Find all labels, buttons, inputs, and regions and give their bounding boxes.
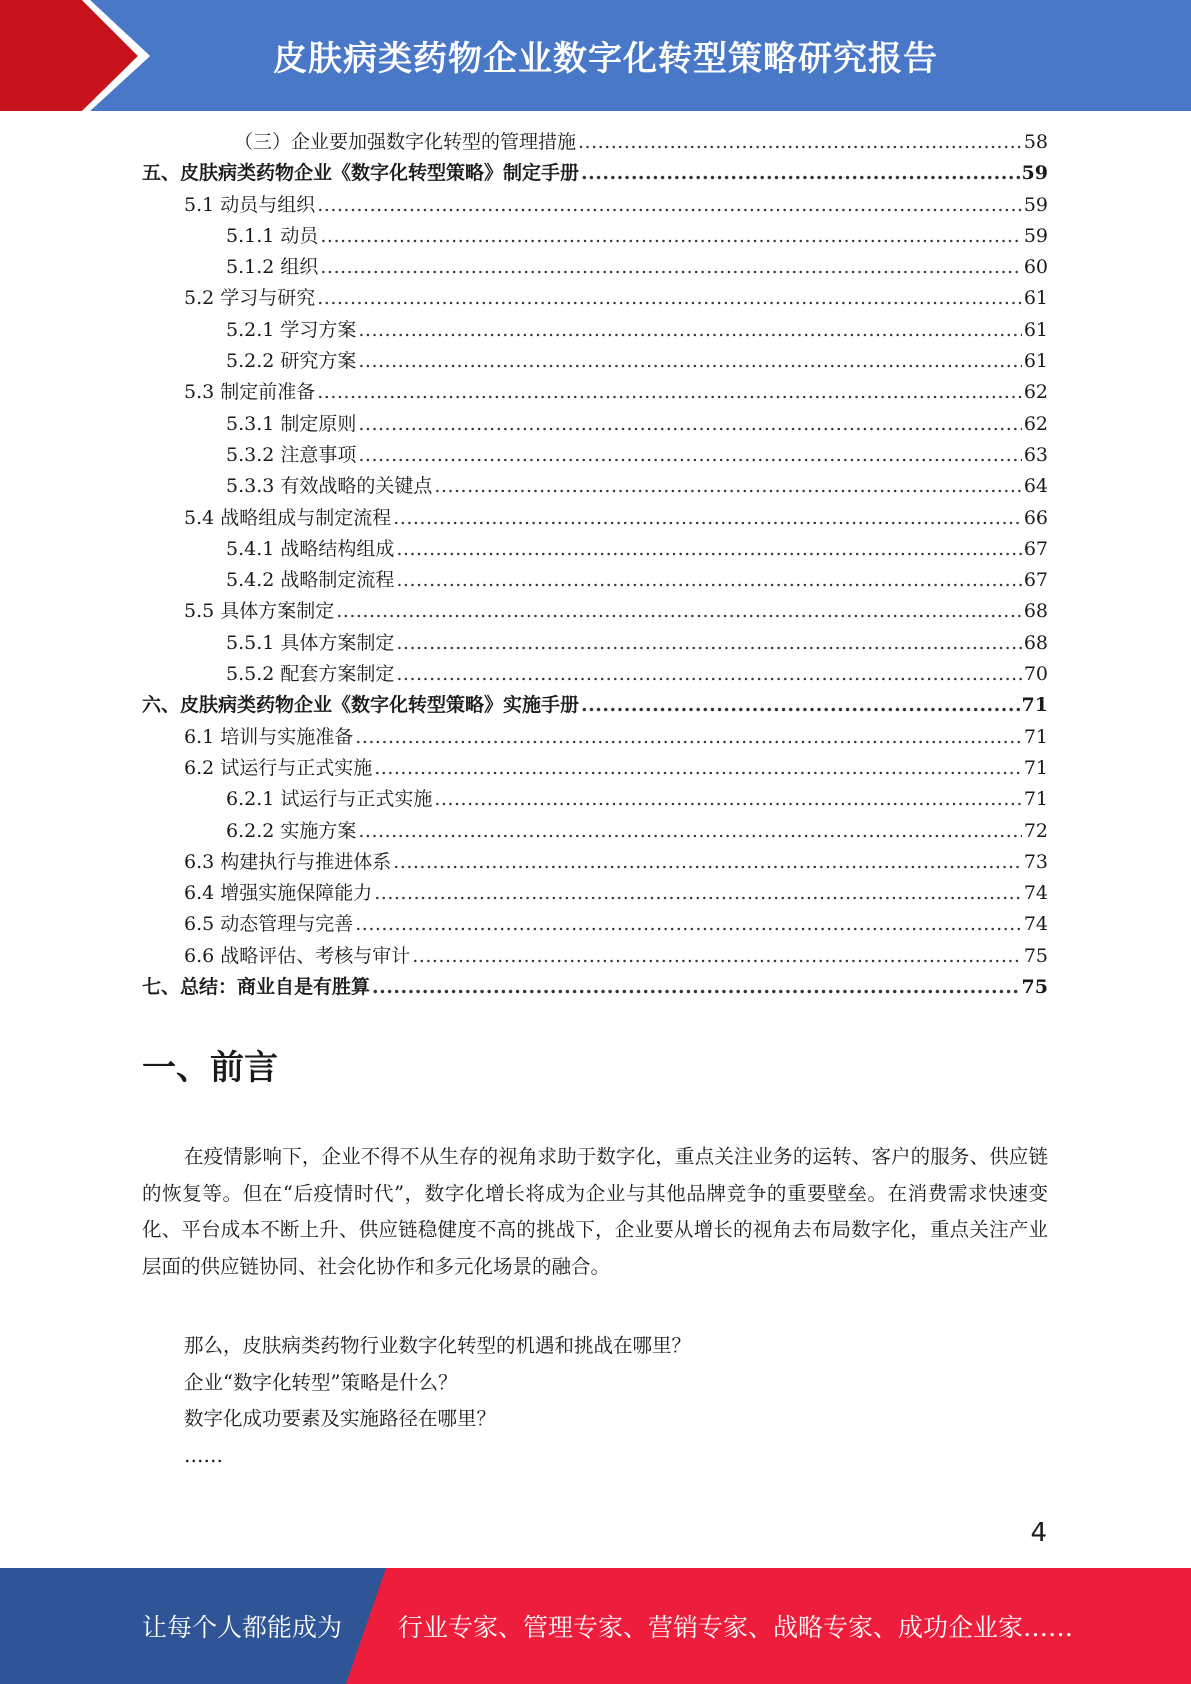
toc-dot-leader bbox=[578, 127, 1022, 158]
toc-entry[interactable] bbox=[142, 941, 1048, 972]
toc-entry[interactable] bbox=[142, 847, 1048, 878]
toc-entry[interactable] bbox=[142, 659, 1048, 690]
toc-entry-page: 70 bbox=[1023, 663, 1048, 686]
toc-entry[interactable] bbox=[142, 471, 1048, 502]
toc-entry-label: 5.3.1 制定原则 bbox=[226, 412, 357, 435]
question-line: …… bbox=[184, 1443, 223, 1467]
toc-entry-page: 67 bbox=[1023, 569, 1048, 592]
toc-entry[interactable] bbox=[142, 722, 1048, 753]
toc-entry-page: 61 bbox=[1023, 350, 1048, 373]
toc-entry[interactable] bbox=[142, 221, 1048, 252]
toc-entry[interactable] bbox=[142, 283, 1048, 314]
toc-entry-page: 74 bbox=[1023, 913, 1048, 936]
toc-entry-label: 5.2.1 学习方案 bbox=[226, 318, 357, 341]
page-number: 4 bbox=[1030, 1518, 1047, 1548]
toc-entry[interactable] bbox=[142, 878, 1048, 909]
toc-entry[interactable] bbox=[142, 565, 1048, 596]
footer-slogan-left: 让每个人都能成为 bbox=[142, 1613, 343, 1642]
toc-entry[interactable] bbox=[142, 127, 1048, 158]
toc-dot-leader bbox=[396, 628, 1021, 659]
toc-entry-page: 59 bbox=[1021, 162, 1048, 185]
toc-entry[interactable] bbox=[142, 252, 1048, 283]
toc-entry-label: 5.1.2 组织 bbox=[226, 256, 319, 279]
toc-dot-leader bbox=[372, 972, 1020, 1003]
toc-entry-label: 6.4 增强实施保障能力 bbox=[184, 882, 373, 905]
toc-entry-label: 5.4 战略组成与制定流程 bbox=[184, 506, 392, 529]
toc-entry-label: 5.2.2 研究方案 bbox=[226, 350, 357, 373]
toc-dot-leader bbox=[317, 283, 1022, 314]
toc-dot-leader bbox=[434, 471, 1021, 502]
toc-entry-label: 6.3 构建执行与推进体系 bbox=[184, 850, 392, 873]
footer-slogan-right: 行业专家、管理专家、营销专家、战略专家、成功企业家…… bbox=[398, 1613, 1074, 1642]
toc-dot-leader bbox=[355, 909, 1022, 940]
toc-entry-page: 71 bbox=[1023, 725, 1048, 748]
toc-dot-leader bbox=[317, 190, 1022, 221]
toc-dot-leader bbox=[336, 596, 1022, 627]
toc-entry-label: 5.1.1 动员 bbox=[226, 224, 319, 247]
toc-entry-page: 71 bbox=[1023, 756, 1048, 779]
toc-dot-leader bbox=[320, 221, 1021, 252]
toc-dot-leader bbox=[434, 784, 1021, 815]
toc-entry-label: 6.5 动态管理与完善 bbox=[184, 913, 354, 936]
toc-entry-page: 64 bbox=[1023, 475, 1048, 498]
toc-dot-leader bbox=[581, 690, 1020, 721]
toc-entry-page: 62 bbox=[1023, 381, 1048, 404]
toc-entry[interactable] bbox=[142, 784, 1048, 815]
toc-entry[interactable] bbox=[142, 377, 1048, 408]
toc-entry-page: 71 bbox=[1021, 694, 1048, 717]
toc-dot-leader bbox=[396, 659, 1021, 690]
toc-dot-leader bbox=[581, 158, 1020, 189]
question-line: 那么，皮肤病类药物行业数字化转型的机遇和挑战在哪里？ bbox=[184, 1334, 692, 1357]
toc-entry-page: 75 bbox=[1023, 944, 1048, 967]
toc-entry[interactable] bbox=[142, 753, 1048, 784]
toc-entry-label: 六、皮肤病类药物企业《数字化转型策略》实施手册 bbox=[142, 694, 580, 717]
toc-entry-page: 60 bbox=[1023, 256, 1048, 279]
toc-dot-leader bbox=[393, 847, 1022, 878]
preface-questions bbox=[184, 1328, 1044, 1474]
toc-dot-leader bbox=[412, 941, 1022, 972]
toc-dot-leader bbox=[396, 565, 1021, 596]
toc-entry-label: 5.5.1 具体方案制定 bbox=[226, 631, 395, 654]
section-title: 一、前言 bbox=[142, 1048, 278, 1088]
toc-entry-page: 74 bbox=[1023, 882, 1048, 905]
question-line: 企业“数字化转型”策略是什么？ bbox=[184, 1370, 458, 1394]
toc-entry-label: 6.2.2 实施方案 bbox=[226, 819, 357, 842]
toc-entry-label: 5.1 动员与组织 bbox=[184, 193, 316, 216]
question-line: 数字化成功要素及实施路径在哪里？ bbox=[184, 1407, 497, 1430]
toc-entry-label: 5.4.1 战略结构组成 bbox=[226, 537, 395, 560]
toc-entry[interactable] bbox=[142, 816, 1048, 847]
toc-entry[interactable] bbox=[142, 315, 1048, 346]
preface-paragraph: 在疫情影响下，企业不得不从生存的视角求助于数字化，重点关注业务的运转、客户的服务、供应链的恢复等。但在“后疫情时代”，数字化增长将成为企业与其他品牌竞争的重要壁垒。在消费需求快速变化、平台成本不断上升、供应链稳健度不高的挑战下，企业要从增长的视角去布局数字化，重点关注产业层面的供应链协同、社会化协作和多元化场景的融合。 bbox=[142, 1145, 1048, 1278]
toc-dot-leader bbox=[317, 377, 1022, 408]
toc-entry-page: 61 bbox=[1023, 287, 1048, 310]
toc-entry-label: 5.4.2 战略制定流程 bbox=[226, 569, 395, 592]
toc-dot-leader bbox=[358, 346, 1021, 377]
toc-entry-page: 73 bbox=[1023, 850, 1048, 873]
toc-dot-leader bbox=[374, 878, 1022, 909]
toc-entry-page: 59 bbox=[1023, 224, 1048, 247]
toc-dot-leader bbox=[355, 722, 1022, 753]
toc-dot-leader bbox=[358, 315, 1021, 346]
toc-dot-leader bbox=[393, 503, 1022, 534]
toc-entry-page: 68 bbox=[1023, 631, 1048, 654]
toc-entry[interactable] bbox=[142, 628, 1048, 659]
toc-entry[interactable] bbox=[142, 596, 1048, 627]
toc-entry-label: 5.5.2 配套方案制定 bbox=[226, 663, 395, 686]
toc-entry[interactable] bbox=[142, 503, 1048, 534]
table-of-contents bbox=[142, 127, 1048, 1003]
toc-entry-label: 5.3.2 注意事项 bbox=[226, 443, 357, 466]
toc-dot-leader bbox=[396, 534, 1021, 565]
page-header bbox=[0, 0, 1191, 111]
toc-entry-page: 72 bbox=[1023, 819, 1048, 842]
toc-entry-label: 6.6 战略评估、考核与审计 bbox=[184, 944, 411, 967]
toc-entry-page: 61 bbox=[1023, 318, 1048, 341]
toc-dot-leader bbox=[374, 753, 1022, 784]
toc-entry-page: 66 bbox=[1023, 506, 1048, 529]
toc-entry-page: 63 bbox=[1023, 443, 1048, 466]
toc-entry-page: 75 bbox=[1021, 976, 1048, 999]
toc-entry-page: 71 bbox=[1023, 788, 1048, 811]
toc-entry[interactable] bbox=[142, 972, 1048, 1003]
toc-entry[interactable] bbox=[142, 690, 1048, 721]
toc-entry-label: 6.2.1 试运行与正式实施 bbox=[226, 788, 433, 811]
toc-dot-leader bbox=[358, 440, 1021, 471]
toc-entry-page: 68 bbox=[1023, 600, 1048, 623]
toc-dot-leader bbox=[358, 816, 1021, 847]
toc-entry-label: 6.1 培训与实施准备 bbox=[184, 725, 354, 748]
toc-entry[interactable] bbox=[142, 909, 1048, 940]
toc-entry[interactable] bbox=[142, 190, 1048, 221]
toc-entry[interactable] bbox=[142, 409, 1048, 440]
header-title: 皮肤病类药物企业数字化转型策略研究报告 bbox=[273, 39, 938, 79]
toc-entry-label: （三）企业要加强数字化转型的管理措施 bbox=[234, 131, 577, 153]
toc-entry-label: 七、总结：商业自是有胜算 bbox=[142, 976, 371, 999]
toc-entry-label: 五、皮肤病类药物企业《数字化转型策略》制定手册 bbox=[142, 162, 580, 185]
toc-entry[interactable] bbox=[142, 346, 1048, 377]
toc-entry[interactable] bbox=[142, 158, 1048, 189]
toc-dot-leader bbox=[358, 409, 1021, 440]
toc-dot-leader bbox=[320, 252, 1021, 283]
page-footer bbox=[0, 1568, 1191, 1684]
toc-entry-label: 5.3.3 有效战略的关键点 bbox=[226, 475, 433, 498]
toc-entry-label: 5.3 制定前准备 bbox=[184, 381, 316, 404]
toc-entry-label: 6.2 试运行与正式实施 bbox=[184, 756, 373, 779]
toc-entry-page: 59 bbox=[1023, 193, 1048, 216]
toc-entry[interactable] bbox=[142, 440, 1048, 471]
toc-entry-label: 5.5 具体方案制定 bbox=[184, 600, 335, 623]
toc-entry-page: 62 bbox=[1023, 412, 1048, 435]
toc-entry[interactable] bbox=[142, 534, 1048, 565]
toc-entry-label: 5.2 学习与研究 bbox=[184, 287, 316, 310]
toc-entry-page: 58 bbox=[1023, 131, 1048, 153]
toc-entry-page: 67 bbox=[1023, 537, 1048, 560]
